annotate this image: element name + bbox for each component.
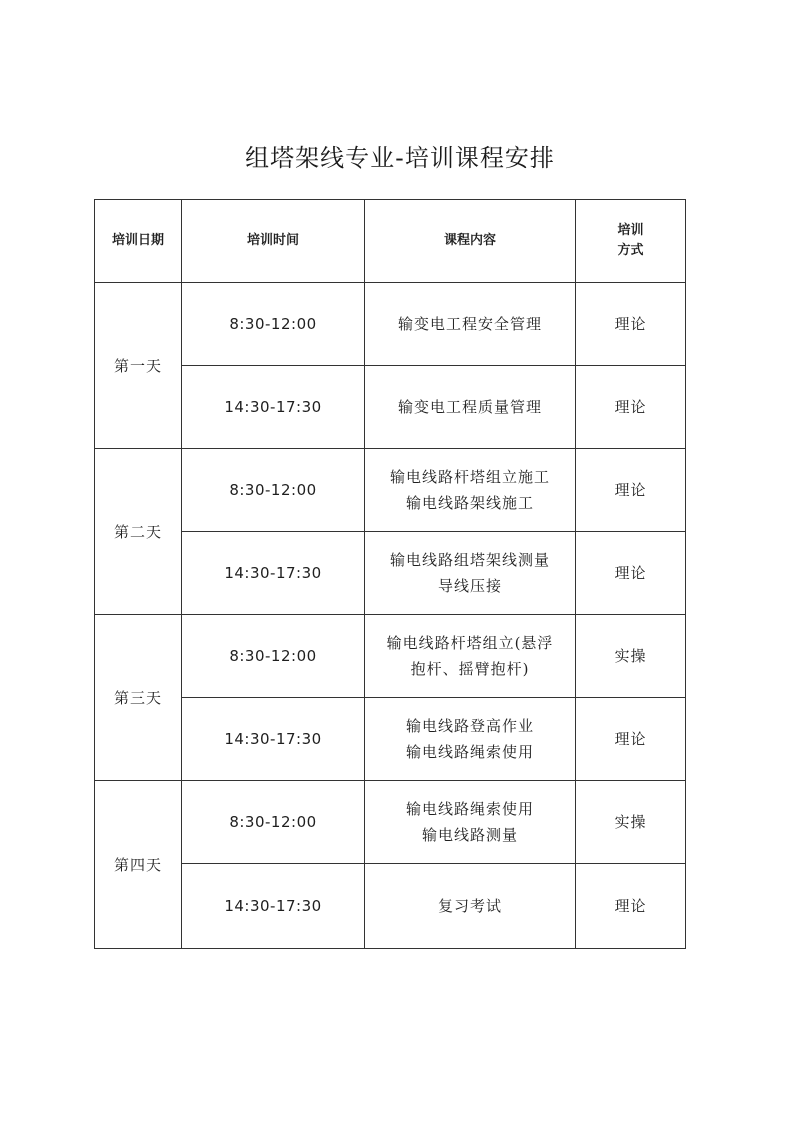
time-cell: 8:30-12:00 — [182, 283, 365, 366]
mode-cell: 理论 — [576, 366, 686, 449]
course-line: 复习考试 — [437, 897, 502, 915]
course-cell — [365, 366, 576, 449]
time-cell: 14:30-17:30 — [182, 532, 365, 615]
day-cell: 第三天 — [95, 615, 182, 781]
mode-cell: 理论 — [576, 698, 686, 781]
header-date: 培训日期 — [95, 200, 182, 283]
table-row — [95, 864, 686, 949]
time-cell: 8:30-12:00 — [182, 781, 365, 864]
mode-cell: 理论 — [576, 532, 686, 615]
mode-cell: 实操 — [576, 781, 686, 864]
schedule-table — [94, 199, 686, 949]
header-course: 课程内容 — [365, 200, 576, 283]
table-row — [95, 366, 686, 449]
course-cell — [365, 615, 576, 698]
mode-cell: 理论 — [576, 449, 686, 532]
course-line: 输电线路组塔架线测量 — [389, 551, 550, 569]
time-cell: 14:30-17:30 — [182, 864, 365, 949]
course-line: 输变电工程质量管理 — [397, 398, 542, 416]
day-cell: 第一天 — [95, 283, 182, 449]
course-cell — [365, 698, 576, 781]
table-row — [95, 283, 686, 366]
header-mode-line1: 培训 — [617, 223, 644, 238]
mode-cell: 理论 — [576, 864, 686, 949]
course-line: 输电线路杆塔组立施工 — [389, 468, 550, 486]
time-cell: 8:30-12:00 — [182, 449, 365, 532]
mode-cell: 实操 — [576, 615, 686, 698]
course-cell — [365, 283, 576, 366]
mode-cell: 理论 — [576, 283, 686, 366]
course-line: 输电线路测量 — [421, 826, 518, 844]
course-cell — [365, 449, 576, 532]
course-line: 输电线路绳索使用 — [405, 743, 534, 761]
header-time: 培训时间 — [182, 200, 365, 283]
time-cell: 14:30-17:30 — [182, 698, 365, 781]
course-line: 抱杆、摇臂抱杆) — [410, 660, 530, 678]
table-row — [95, 615, 686, 698]
course-line: 输电线路架线施工 — [405, 494, 534, 512]
course-cell — [365, 781, 576, 864]
course-cell — [365, 532, 576, 615]
table-row — [95, 449, 686, 532]
time-cell: 14:30-17:30 — [182, 366, 365, 449]
day-cell: 第二天 — [95, 449, 182, 615]
table-row — [95, 781, 686, 864]
course-line: 输电线路绳索使用 — [405, 800, 534, 818]
course-cell — [365, 864, 576, 949]
table-row — [95, 532, 686, 615]
header-mode-line2: 方式 — [617, 243, 644, 258]
course-line: 输电线路登高作业 — [405, 717, 534, 735]
header-mode — [576, 200, 686, 283]
table-row — [95, 698, 686, 781]
course-line: 导线压接 — [437, 577, 502, 595]
time-cell: 8:30-12:00 — [182, 615, 365, 698]
header-row — [95, 200, 686, 283]
course-line: 输电线路杆塔组立(悬浮 — [386, 634, 554, 652]
course-line: 输变电工程安全管理 — [397, 315, 542, 333]
page-title: 组塔架线专业-培训课程安排 — [245, 144, 555, 172]
day-cell: 第四天 — [95, 781, 182, 949]
